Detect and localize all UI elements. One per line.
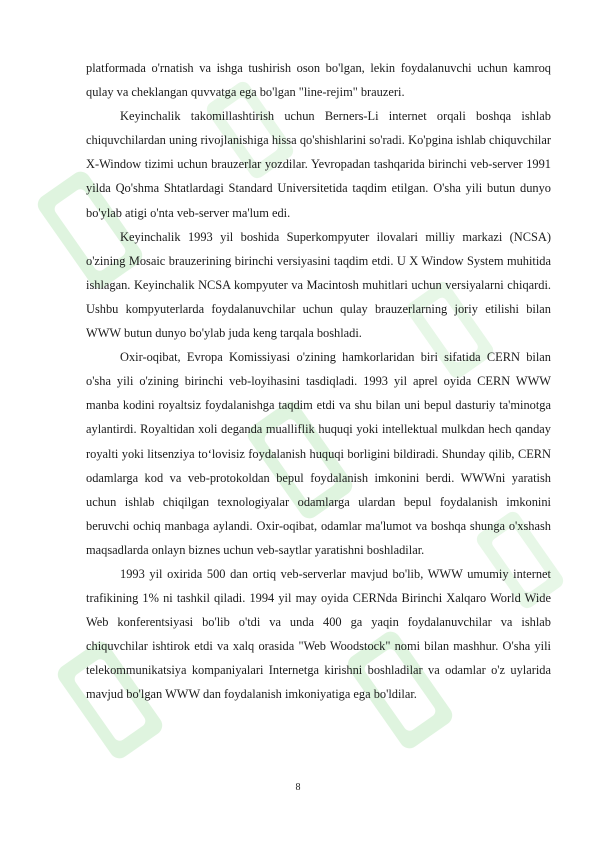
body-text [86, 56, 551, 707]
paragraph-4: Oxir-oqibat, Evropa Komissiyasi o'zining hamkorlaridan biri sifatida CERN bilan o'sha yili o'zining birinchi veb-loyihasini tasdiqladi. 1993 yil aprel oyida CERN WWW manba kodini royaltsiz foydalanishga taqdim etdi va shu bilan uni bepul dasturiy ta'minotga aylantirdi. Royaltidan xoli deganda mualliflik huquqi yoki intellektual mulkdan hech qanday royalti yoki litsenziya to‘lovisiz foydalanish huquqi borligini bildiradi. Shunday qilib, CERN odamlarga kod va veb-protokoldan bepul foydalanish imkonini berdi. WWWni yaratish uchun ishlab chiqilgan texnologiyalar odamlarga ulardan bepul foydalanish imkonini beruvchi ochiq manbaga aylandi. Oxir-oqibat, odamlar ma'lumot va boshqa shunga o'xshash maqsadlarda onlayn biznes uchun veb-saytlar yaratishni boshladilar. [86, 350, 551, 557]
paragraph-1: platformada o'rnatish va ishga tushirish oson bo'lgan, lekin foydalanuvchi uchun kamroq qulay va cheklangan quvvatga ega bo'lgan "line-rejim" brauzeri. [86, 61, 551, 100]
paragraph-2: Keyinchalik takomillashtirish uchun Berners-Li internet orqali boshqa ishlab chiquvchilardan uning rivojlanishiga hissa qo'shishlarini so'radi. Ko'pgina ishlab chiquvchilar X-Window tizimi uchun brauzerlar yozdilar. Yevropadan tashqarida birinchi veb-server 1991 yilda Qo'shma Shtatlardagi Standard Universitetida taqdim etilgan. O'sha yili butun dunyo bo'ylab atigi o'nta veb-server ma'lum edi. [86, 109, 551, 220]
paragraph-3: Keyinchalik 1993 yil boshida Superkompyuter ilovalari milliy markazi (NCSA) o'zining Mosaic brauzerining birinchi versiyasini taqdim etdi. U X Window System muhitida ishlagan. Keyinchalik NCSA kompyuter va Macintosh muhitlari uchun versiyalarni chiqardi. Ushbu kompyuterlarda foydalanuvchilar uchun qulay brauzerlarning joriy etilishi bilan WWW butun dunyo bo'ylab juda keng tarqala boshladi. [86, 229, 551, 341]
page-number: 8 [295, 782, 301, 793]
paragraph-5: 1993 yil oxirida 500 dan ortiq veb-serverlar mavjud bo'lib, WWW umumiy internet trafikining 1% ni tashkil qiladi. 1994 yil may oyida CERNda Birinchi Xalqaro World Wide Web konferentsiyasi bo'lib o'tdi va unda 400 ga yaqin foydalanuvchilar va ishlab chiquvchilar ishtirok etdi va xalq orasida "Web Woodstock" nomi bilan mashhur. O'sha yili telekommunikatsiya kompaniyalari Internetga kirishni boshladilar va odamlar o'z uylarida mavjud bo'lgan WWW dan foydalanish imkoniyatiga ega bo'ldilar. [86, 566, 551, 702]
